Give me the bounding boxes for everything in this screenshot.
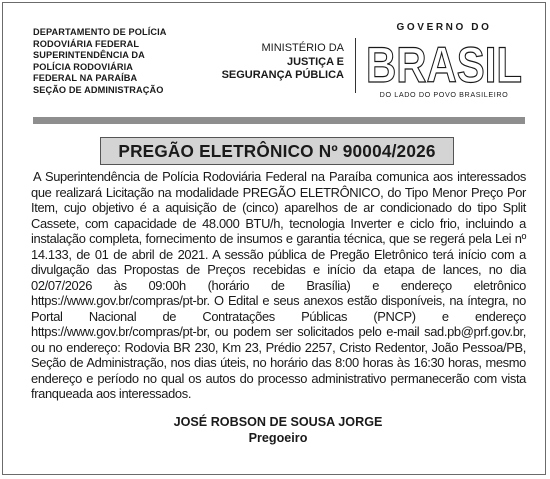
notice-body — [31, 169, 526, 402]
department-line: SUPERINTENDÊNCIA DA — [33, 50, 145, 61]
ministry-line: MINISTÉRIO DA — [261, 42, 344, 54]
ministry-line: JUSTIÇA E — [286, 55, 344, 68]
signatory-role: Pregoeiro — [248, 430, 308, 445]
signature-block — [33, 415, 523, 446]
department-block — [33, 27, 203, 97]
notice-paragraph: A Superintendência de Polícia Rodoviária Federal na Paraíba comunica aos interessados que realizará Licitação na modalidade PREGÃO ELETRÔNICO, do Tipo Menor Preço Por Item, cujo objetivo é a aquisição de (cinco) aparelhos de ar condicionado do tipo Split Cassete, com capacidade de 48.000 BTU/h, tecnologia Inverter e ciclo frio, incluindo a instalação completa, fornecimento de insumos e garantia técnica, que se regerá pela Lei nº 14.133, de 01 de abril de 2021. A sessão pública de Pregão Eletrônico terá início com a divulgação das Propostas de Preços recebidas e início da etapa de lances, no dia 02/07/2026 às 09:00h (horário de Brasília) e endereço eletrônico https://www.gov.br/compras/pt-br. O Edital e seus anexos estão disponíveis, na íntegra, no Portal Nacional de Contratações Públicas (PNCP) e endereço https://www.gov.br/compras/pt-br, ou podem ser solicitados pelo e-mail sad.pb@prf.gov.br, ou no endereço: Rodovia BR 230, Km 23, Prédio 2257, Cristo Redentor, João Pessoa/PB, Seção de Administração, nos dias úteis, no horário das 8:00 horas às 16:30 horas, mesmo endereço e período no qual os autos do processo administrativo permanecerão com vista franqueada aos interessados. — [31, 169, 526, 401]
signatory-name: JOSÉ ROBSON DE SOUSA JORGE — [173, 415, 383, 429]
gov-brasil-wordmark: BRASIL — [366, 38, 522, 88]
department-line: SEÇÃO DE ADMINISTRAÇÃO — [33, 84, 164, 95]
header-separator-bar — [33, 117, 525, 124]
department-line: DEPARTAMENTO DE POLÍCIA — [33, 27, 167, 37]
notice-title: PREGÃO ELETRÔNICO Nº 90004/2026 — [100, 137, 454, 165]
gov-logo-tagline: DO LADO DO POVO BRASILEIRO — [379, 90, 509, 99]
ministry-name — [200, 42, 344, 83]
gov-logo-top: GOVERNO DO — [396, 22, 492, 33]
header-divider — [355, 38, 356, 93]
department-line: POLÍCIA RODOVIÁRIA — [33, 61, 133, 72]
department-line: FEDERAL NA PARAÍBA — [33, 73, 138, 84]
ministry-line: SEGURANÇA PÚBLICA — [221, 69, 344, 82]
gov-brasil-logo — [364, 38, 524, 88]
department-line: RODOVIÁRIA FEDERAL — [33, 38, 140, 49]
